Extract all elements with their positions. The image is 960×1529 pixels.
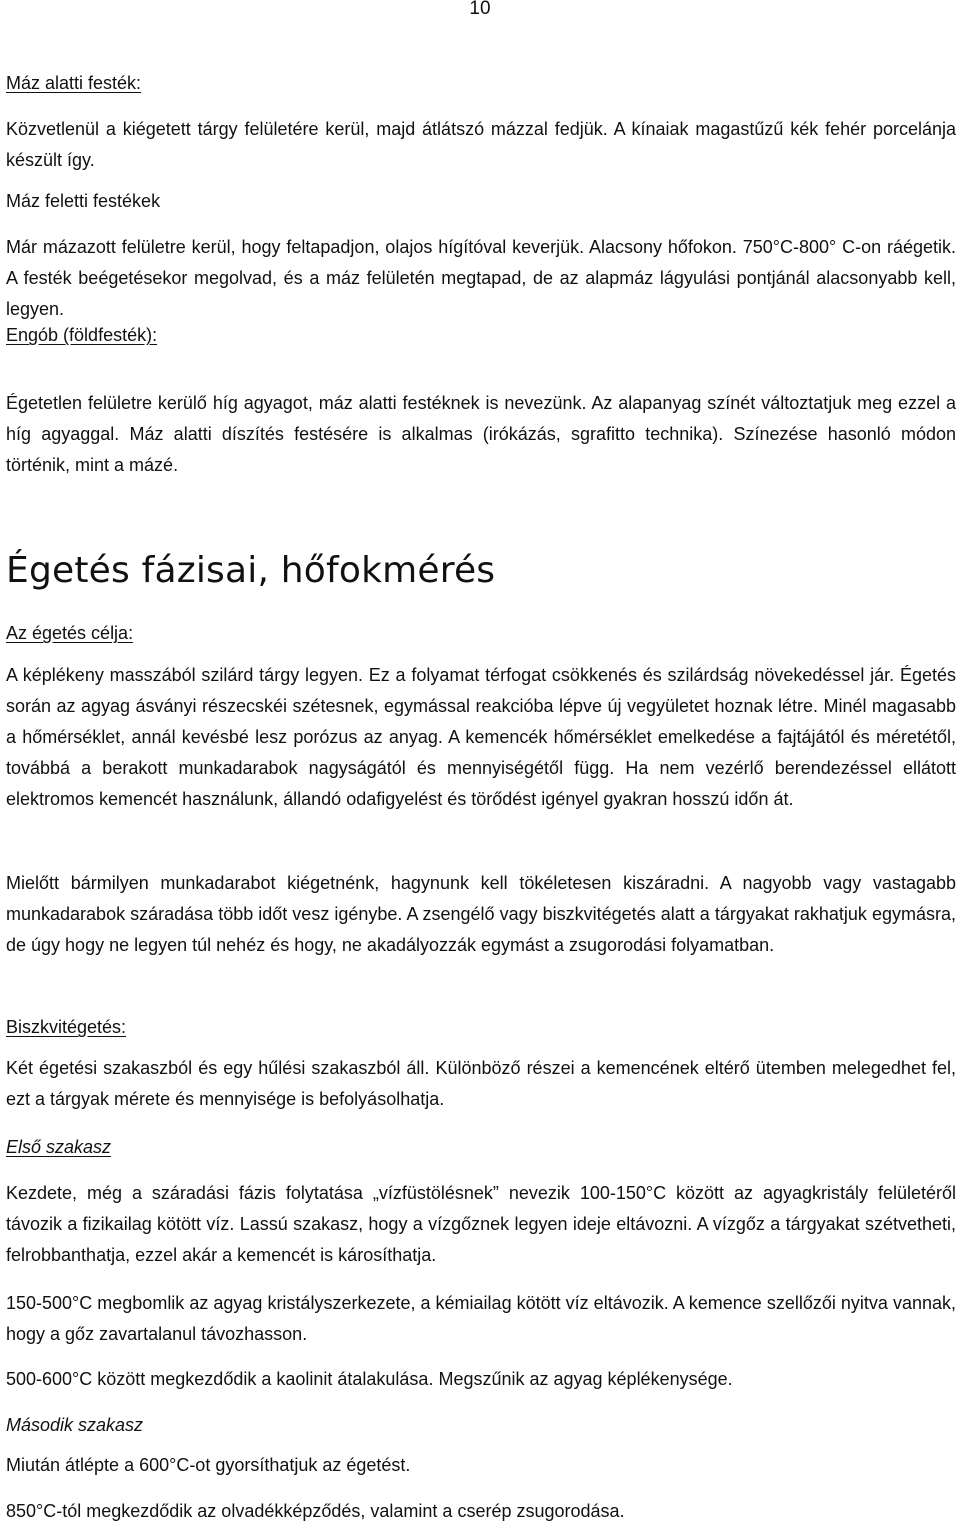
section-heading-bisque: Biszkvitégetés: — [6, 1017, 127, 1037]
section-heading-first-stage: Első szakasz — [6, 1137, 112, 1157]
paragraph-underglaze: Közvetlenül a kiégetett tárgy felületére kerül, majd átlátszó mázzal fedjük. A kínaiak magastűzű kék fehér porcelánja készült így. — [6, 119, 956, 170]
section-heading-purpose: Az égetés célja: — [6, 623, 134, 643]
section-heading-second-stage: Második szakasz — [6, 1415, 144, 1435]
paragraph-drying: Mielőtt bármilyen munkadarabot kiégetnénk, hagynunk kell tökéletesen kiszáradni. A nagyobb vagy vastagabb munkadarabok száradása több időt vesz igénybe. A zsengélő vagy biszkvitégetés alatt a tárgyakat rakhatjuk egymásra, de úgy hogy ne legyen túl nehéz és hogy, ne akadályozzák egymást a zsugorodási folyamatban. — [6, 873, 956, 955]
paragraph-kaolinite: 500-600°C között megkezdődik a kaolinit átalakulása. Megszűnik az agyag képlékenysége. — [6, 1369, 733, 1389]
page-number: 10 — [469, 0, 491, 19]
paragraph-crystal-breakdown: 150-500°C megbomlik az agyag kristályszerkezete, a kémiailag kötött víz eltávozik. A kemence szellőzői nyitva vannak, hogy a gőz zavartalanul távozhasson. — [6, 1293, 956, 1344]
paragraph-purpose: A képlékeny masszából szilárd tárgy legyen. Ez a folyamat térfogat csökkenés és szilárdság növekedéssel jár. Égetés során az agyag ásványi részecskéi szétesnek, egymással reakcióba lépve új vegyületet hoznak létre. Minél magasabb a hőmérséklet, annál kevésbé lesz porózus az anyag. A kemencék hőmérséklet emelkedése a fajtájától és méretétől, továbbá a berakott munkadarabok nagyságától és mennyiségétől függ. Ha nem vezérlő berendezéssel ellátott elektromos kemencét használunk, állandó odafigyelést és törődést igényel gyakran hosszú időn át. — [6, 665, 956, 809]
paragraph-bisque: Két égetési szakaszból és egy hűlési szakaszból áll. Különböző részei a kemencének eltérő ütemben melegedhet fel, ezt a tárgyak mérete és mennyisége is befolyásolhatja. — [6, 1058, 956, 1109]
section-heading-underglaze: Máz alatti festék: — [6, 73, 142, 93]
main-title: Égetés fázisai, hőfokmérés — [6, 550, 496, 591]
paragraph-engobe: Égetetlen felületre kerülő híg agyagot, máz alatti festéknek is nevezünk. Az alapanyag színét változtatjuk meg ezzel a híg agyaggal. Máz alatti díszítés festésére is alkalmas (irókázás, sgrafitto technika). Színezése hasonló módon történik, mint a mázé. — [6, 393, 956, 475]
section-heading-engobe: Engób (földfesték): — [6, 325, 158, 345]
paragraph-melt-formation: 850°C-tól megkezdődik az olvadékképződés, valamint a cserép zsugorodása. — [6, 1501, 625, 1521]
paragraph-first-stage: Kezdete, még a száradási fázis folytatása „vízfüstölésnek” nevezik 100-150°C között az agyagkristály felületéről távozik a fizikailag kötött víz. Lassú szakasz, hogy a vízgőznek legyen ideje eltávozni. A vízgőz a tárgyakat szétvetheti, felrobbanthatja, ezzel akár a kemencét is károsíthatja. — [6, 1183, 956, 1265]
paragraph-second-stage: Miután átlépte a 600°C-ot gyorsíthatjuk az égetést. — [6, 1455, 411, 1475]
section-heading-overglaze: Máz feletti festékek — [6, 191, 161, 211]
paragraph-overglaze: Már mázazott felületre kerül, hogy feltapadjon, olajos hígítóval keverjük. Alacsony hőfokon. 750°C-800° C-on ráégetik. A festék beégetésekor megolvad, és a máz felületén megtapad, de az alapmáz lágyulási pontjánál alacsonyabb kell, legyen. — [6, 237, 956, 319]
